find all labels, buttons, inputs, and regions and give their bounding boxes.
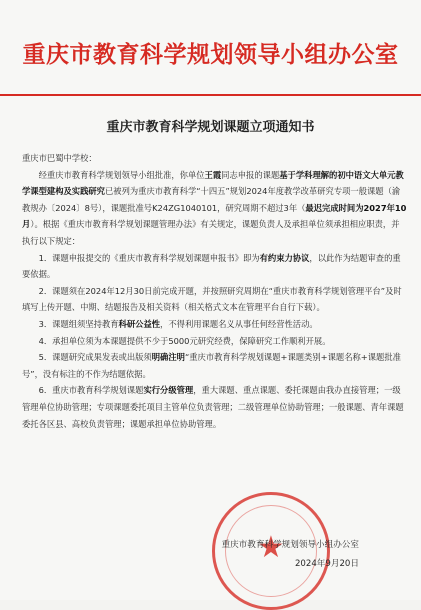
document-title: 重庆市教育科学规划课题立项通知书 <box>106 120 315 135</box>
rule-3-emphasis: 科研公益性 <box>118 318 161 329</box>
rule-6-text-b: ，重大课题、重点课题、委托课题由我办直接管理；一级管理单位协助管理；专项课题委托项目主管单位负责管理；二级管理单位协助管理；一般课题、青年课题委托各区县、高校负责管理；课题承担单位协助管理。 <box>22 385 404 429</box>
letterhead-title: 重庆市教育科学规划领导小组办公室 <box>22 41 399 68</box>
document-body <box>22 150 407 432</box>
rule-1-text-b: ，以此作为结题审查的重要依据。 <box>22 252 401 280</box>
seal-star-icon: ★ <box>257 530 285 565</box>
intro-text-d: ）。根据《重庆市教育科学规划课题管理办法》有关规定，课题负责人及承担单位须承担相应职责，并执行以下规定： <box>22 219 400 246</box>
rule-item-4 <box>22 333 407 350</box>
signature-org: 重庆市教育科学规划领导小组办公室 <box>221 540 359 550</box>
rule-item-5 <box>22 349 407 382</box>
rule-3-text-b: ，不得利用课题名义从事任何经营性活动。 <box>160 318 318 329</box>
recipient: 重庆市巴蜀中学校： <box>22 153 97 163</box>
rule-5-emphasis: 明确注明 <box>151 352 185 363</box>
intro-text-a: 经重庆市教育科学规划领导小组批准，你单位 <box>38 169 205 180</box>
applicant-name: 王霞 <box>204 169 222 180</box>
rule-item-6 <box>22 382 407 432</box>
letterhead-divider <box>0 94 421 96</box>
rule-6-emphasis: 实行分级管理 <box>143 385 194 396</box>
intro-paragraph <box>22 167 407 250</box>
rule-3-text-a: 3．课题组须坚持教育 <box>38 318 119 329</box>
intro-text-c: 已被列为重庆市教育科学“十四五”规划2024年度教学改革研究专项一般课题（渝教规办〔2024〕8号），课题批准号K24ZG1040101，研究周期不超过3年（ <box>22 186 401 213</box>
rule-item-3 <box>22 316 407 333</box>
rule-1-text-a: 1．课题申报提交的《重庆市教育科学规划课题申报书》即为 <box>38 252 260 263</box>
intro-text-b: 同志申报的课题 <box>221 169 280 180</box>
rule-2-text-a: 2．课题须在2024年12月30日前完成开题，并按照研究周期在“重庆市教育科学规划管理平台”及时填写上传开题、中期、结题报告及相关资料（相关格式文本在管理平台自行下载）。 <box>22 285 402 313</box>
signature-date: 2024年9月20日 <box>294 559 359 569</box>
project-topic: 基于学科理解的初中语文大单元教学课型建构及实践研究 <box>22 169 404 197</box>
rule-item-2 <box>22 283 407 316</box>
rule-1-emphasis: 有约束力协议 <box>259 252 310 263</box>
signature-block <box>169 536 359 574</box>
rule-5-text-b: “重庆市教育科学规划课题+课题类别+课题名称+课题批准号”，没有标注的不作为结题依据。 <box>22 352 401 379</box>
rule-6-text-a: 6．重庆市教育科学规划课题 <box>38 385 144 396</box>
rule-5-text-a: 5．课题研究成果发表或出版须 <box>38 352 152 363</box>
rule-item-1 <box>22 250 407 283</box>
deadline: 最迟完成时间为2027年10月 <box>22 202 407 230</box>
rule-4-text-a: 4．承担单位须为本课题提供不少于5000元研究经费，保障研究工作顺利开展。 <box>38 335 331 346</box>
